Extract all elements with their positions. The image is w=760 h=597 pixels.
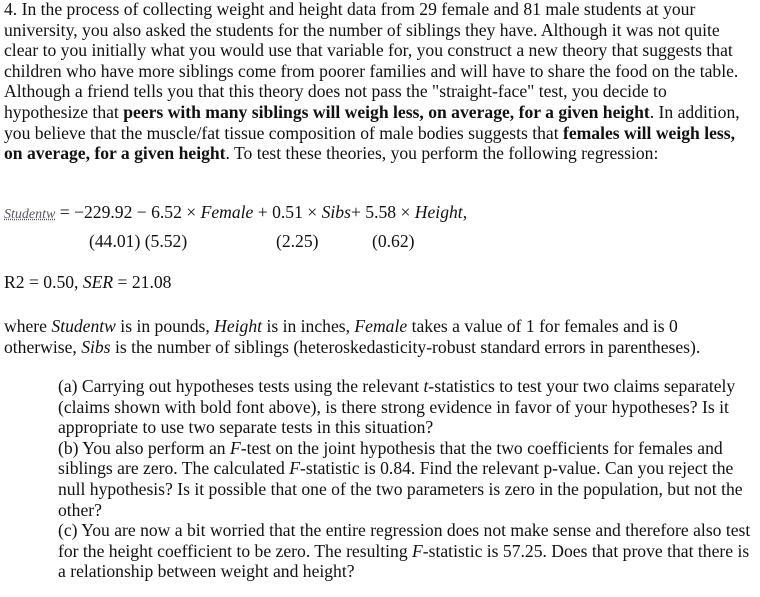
ser-label: SER: [82, 272, 114, 292]
standard-errors-const-female: (44.01) (5.52): [89, 231, 188, 251]
r2-label: R2: [4, 272, 25, 292]
part-a: [58, 376, 754, 438]
definition-text: is the number of siblings (heteroskedasticity-robust standard errors in parentheses).: [110, 336, 701, 357]
equation-part: = −229.92 − 6.52 ×: [55, 202, 201, 222]
part-text: -test on the joint hypothesis that the two coefficients for females and siblings are zero. The calculated: [58, 437, 723, 479]
bold-claim-females: females will weigh less, on average, for a given height: [4, 122, 735, 164]
definition-variable: Studentw: [51, 316, 116, 336]
variable-sibs: Sibs: [321, 202, 351, 222]
part-text: -statistic is 57.25. Does that prove that there is a relationship between weight and height?: [58, 540, 750, 582]
equation-part: + 0.51 ×: [253, 202, 322, 222]
equation-part: + 5.58 ×: [350, 202, 415, 222]
part-symbol: t: [423, 376, 429, 396]
question-intro: [4, 0, 750, 164]
part-text: (c) You are now a bit worried that the entire regression does not make sense and therefore also test for the height coefficient to be zero. The resulting: [58, 520, 751, 561]
part-symbol: F: [230, 437, 241, 458]
part-symbol: F: [412, 540, 423, 561]
definition-variable: Sibs: [81, 336, 111, 357]
intro-text-3: . To test these theories, you perform the following regression:: [225, 143, 659, 164]
part-c: [58, 520, 754, 582]
intro-text-2: . In addition, you believe that the muscle/fat tissue composition of male bodies suggests that: [4, 101, 740, 143]
definition-text: takes a value of 1 for females and is 0 otherwise,: [4, 316, 678, 357]
dependent-variable: Studentw: [4, 207, 56, 222]
part-text: -statistics to test your two claims separately (claims shown with bold font above), is there strong evidence in favor of your hypotheses? Is it appropriate to use two separate tests in this situation?: [58, 376, 736, 438]
ser-value: = 21.08: [113, 272, 172, 292]
equation-part: ,: [462, 202, 468, 222]
r2-value: = 0.50,: [24, 272, 83, 292]
variable-definitions: [4, 316, 750, 357]
regression-equation: [4, 202, 754, 226]
question-parts: [58, 376, 754, 582]
part-text: (b) You also perform an: [58, 437, 231, 458]
definition-variable: Female: [354, 316, 408, 336]
standard-error-sibs: (2.25): [276, 231, 319, 251]
variable-female: Female: [200, 202, 254, 222]
definition-text: is in inches,: [262, 316, 355, 336]
part-text: -statistic is 0.84. Find the relevant p-value. Can you reject the null hypothesis? Is it possible that one of the two parameters is zero in the population, but not the other?: [58, 458, 743, 520]
definition-variable: Height: [214, 316, 263, 336]
part-b: [58, 438, 754, 520]
variable-height: Height: [414, 202, 463, 222]
intro-text-1: In the process of collecting weight and height data from 29 female and 81 male students at your university, you also asked the students for the number of siblings they have. Although it was not quite clear to you initially what you would use that variable for, you construct a new theory that suggests that children who have more siblings come from poorer families and will have to share the food on the table. Although a friend tells you that this theory does not pass the "straight-face" test, you decide to hypothesize that: [4, 0, 739, 122]
definition-text: where: [4, 316, 52, 336]
question-number: 4.: [4, 0, 22, 19]
fit-statistics: [4, 272, 171, 293]
standard-error-height: (0.62): [372, 231, 415, 251]
part-text: (a) Carrying out hypotheses tests using the relevant: [58, 376, 424, 396]
definition-text: is in pounds,: [115, 316, 215, 336]
bold-claim-siblings: peers with many siblings will weigh less, on average, for a given height: [123, 101, 650, 122]
part-symbol: F: [289, 458, 300, 479]
